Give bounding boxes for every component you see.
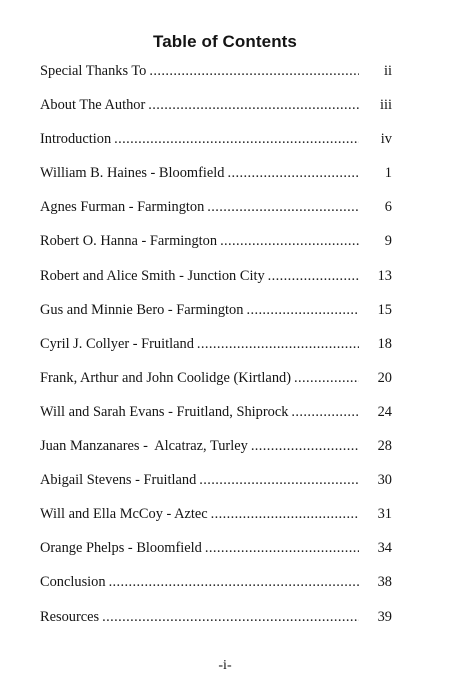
- toc-entry-page: 9: [384, 233, 392, 250]
- toc-entry-title: Special Thanks To: [40, 63, 147, 79]
- toc-entry-page: 13: [377, 267, 392, 284]
- toc-entry: [40, 164, 392, 198]
- toc-entry-title: Frank, Arthur and John Coolidge (Kirtland): [40, 369, 291, 386]
- toc-entry-title: Conclusion: [40, 574, 106, 591]
- dot-leader: [197, 335, 359, 353]
- toc-entry: [40, 369, 392, 403]
- toc-entry-title: Will and Sarah Evans - Fruitland, Shiprock: [40, 403, 289, 420]
- dot-leader: [205, 539, 359, 557]
- toc-entry: [40, 130, 392, 164]
- toc-entry-title: Orange Phelps - Bloomfield: [40, 540, 202, 557]
- dot-leader: [211, 505, 359, 523]
- toc-entry-page: 1: [384, 165, 392, 182]
- toc-entry-page: 28: [377, 438, 392, 455]
- toc-entry-page: 15: [377, 301, 392, 318]
- toc-entry-page: 18: [377, 335, 392, 352]
- page-title: Table of Contents: [153, 32, 297, 51]
- dot-leader: [207, 198, 359, 216]
- dot-leader: [149, 62, 359, 80]
- toc-entry: [40, 232, 392, 266]
- dot-leader: [227, 164, 359, 182]
- toc-entry: [40, 62, 392, 96]
- toc-entry: [40, 539, 392, 573]
- toc-entry: [40, 267, 392, 301]
- dot-leader: [148, 96, 359, 114]
- toc-entry-title: Robert O. Hanna - Farmington: [40, 233, 218, 250]
- toc-entry-page: 38: [377, 574, 392, 591]
- dot-leader: [268, 267, 359, 285]
- toc-entry-title: Cyril J. Collyer - Fruitland: [40, 335, 194, 352]
- toc-entry-page: iv: [380, 131, 392, 148]
- toc-entry-title: Gus and Minnie Bero - Farmington: [40, 301, 244, 318]
- toc-entry-title: William B. Haines - Bloomfield: [40, 165, 225, 182]
- dot-leader: [294, 369, 359, 387]
- toc-entry: [40, 437, 392, 471]
- toc-entry-title: Agnes Furman - Farmington: [40, 199, 205, 216]
- toc-entry: [40, 301, 392, 335]
- toc-entry: [40, 608, 392, 642]
- dot-leader: [291, 403, 359, 421]
- toc-entry-page: 31: [377, 506, 392, 523]
- toc-entry-title: Robert and Alice Smith - Junction City: [40, 267, 265, 284]
- toc-entry: [40, 335, 392, 369]
- dot-leader: [251, 437, 359, 455]
- toc-entry-title: Resources: [40, 608, 100, 625]
- toc-entry-page: 24: [377, 403, 392, 420]
- toc-entry-page: 6: [384, 199, 392, 216]
- dot-leader: [199, 471, 359, 489]
- toc-entry: [40, 573, 392, 607]
- toc-entry: [40, 198, 392, 232]
- toc-entry: [40, 403, 392, 437]
- toc-entry-title: Will and Ella McCoy - Aztec: [40, 506, 208, 523]
- toc-list: [40, 62, 392, 642]
- dot-leader: [109, 573, 359, 591]
- toc-entry-title: Abigail Stevens - Fruitland: [40, 472, 197, 489]
- toc-entry: [40, 505, 392, 539]
- dot-leader: [114, 130, 359, 148]
- toc-entry-page: 39: [377, 608, 392, 625]
- toc-entry-page: iii: [380, 97, 392, 114]
- toc-entry: [40, 96, 392, 130]
- page-number: -i-: [218, 658, 232, 673]
- toc-entry-page: 20: [377, 369, 392, 386]
- toc-entry-page: ii: [384, 63, 392, 79]
- toc-entry-page: 34: [377, 540, 392, 557]
- toc-entry-page: 30: [377, 472, 392, 489]
- toc-entry-title: Introduction: [40, 131, 112, 148]
- toc-entry-title: Juan Manzanares - Alcatraz, Turley: [40, 438, 248, 455]
- dot-leader: [102, 608, 359, 626]
- toc-entry: [40, 471, 392, 505]
- dot-leader: [220, 232, 359, 250]
- toc-entry-title: About The Author: [40, 97, 146, 114]
- dot-leader: [246, 301, 359, 319]
